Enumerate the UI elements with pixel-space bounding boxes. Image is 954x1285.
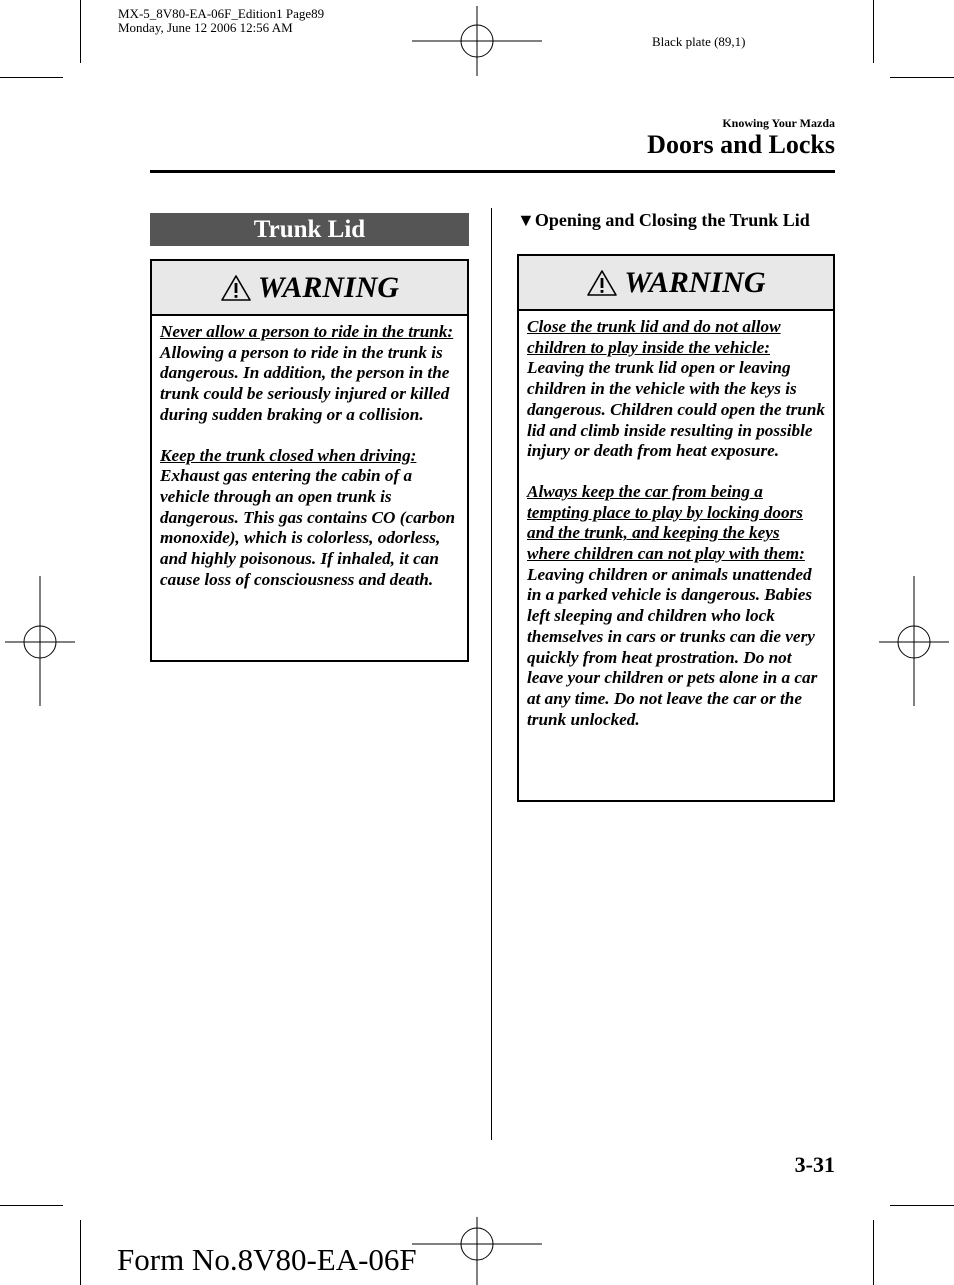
warning-lead: Always keep the car from being a tempting place to play by locking doors and the trunk, and keeping the keys where children can not play with them: — [527, 481, 805, 564]
registration-crosshair-icon — [5, 576, 75, 706]
page-title: Doors and Locks — [647, 130, 835, 159]
subsection-heading — [517, 210, 810, 231]
warning-header — [152, 261, 467, 316]
print-info-date: Monday, June 12 2006 12:56 AM — [118, 20, 293, 35]
registration-crosshair-icon — [412, 1217, 542, 1285]
warning-text: Leaving the trunk lid open or leaving children in the vehicle with the keys is dangerous. Children could open the trunk lid and climb inside resulting in possible injury or death from heat exposure. — [527, 358, 825, 461]
warning-title: WARNING — [624, 265, 766, 299]
crop-mark — [0, 77, 63, 78]
registration-crosshair-icon — [879, 576, 949, 706]
print-info — [118, 7, 324, 35]
registration-crosshair-icon — [412, 6, 542, 76]
warning-header — [519, 256, 833, 311]
warning-text: Allowing a person to ride in the trunk is dangerous. In addition, the person in the trunk could be seriously injured or killed during sudden braking or a collision. — [160, 342, 450, 424]
header-divider — [150, 170, 835, 173]
crop-mark — [873, 1220, 874, 1285]
print-info-file: MX-5_8V80-EA-06F_Edition1 Page89 — [118, 6, 325, 21]
form-number: Form No.8V80-EA-06F — [117, 1242, 417, 1277]
chapter-label: Knowing Your Mazda — [722, 116, 835, 130]
warning-text: Exhaust gas entering the cabin of a vehicle through an open trunk is dangerous. This gas contains CO (carbon monoxide), which is colorless, odorless, and highly poisonous. If inhaled, it can cause loss of consciousness and death. — [160, 466, 456, 589]
crop-mark — [890, 77, 954, 78]
warning-lead: Never allow a person to ride in the trunk: — [160, 322, 454, 341]
crop-mark — [890, 1205, 954, 1206]
section-heading: Trunk Lid — [150, 213, 469, 246]
warning-text: Leaving children or animals unattended in a parked vehicle is dangerous. Babies left sleeping and children who lock themselves in cars or trunks can die very quickly from heat prostration. Do not leave your children or pets alone in a car at any time. Do not leave the car or the trunk unlocked. — [527, 564, 818, 729]
page-number: 3-31 — [794, 1152, 835, 1177]
crop-mark — [0, 1205, 63, 1206]
column-divider — [491, 208, 492, 1140]
plate-label: Black plate (89,1) — [652, 34, 746, 49]
crop-mark — [80, 0, 81, 63]
warning-body — [152, 316, 467, 590]
warning-box — [517, 254, 835, 802]
warning-lead: Close the trunk lid and do not allow children to play inside the vehicle: — [527, 317, 781, 357]
crop-mark — [873, 0, 874, 63]
warning-title: WARNING — [257, 270, 400, 304]
subsection-heading-text: Opening and Closing the Trunk Lid — [534, 210, 810, 230]
warning-body — [519, 311, 833, 730]
triangle-down-icon: ▼ — [517, 210, 535, 230]
warning-box — [150, 259, 469, 662]
crop-mark — [80, 1220, 81, 1285]
warning-triangle-icon — [586, 269, 618, 297]
warning-triangle-icon — [220, 274, 252, 302]
warning-lead: Keep the trunk closed when driving: — [160, 445, 417, 465]
